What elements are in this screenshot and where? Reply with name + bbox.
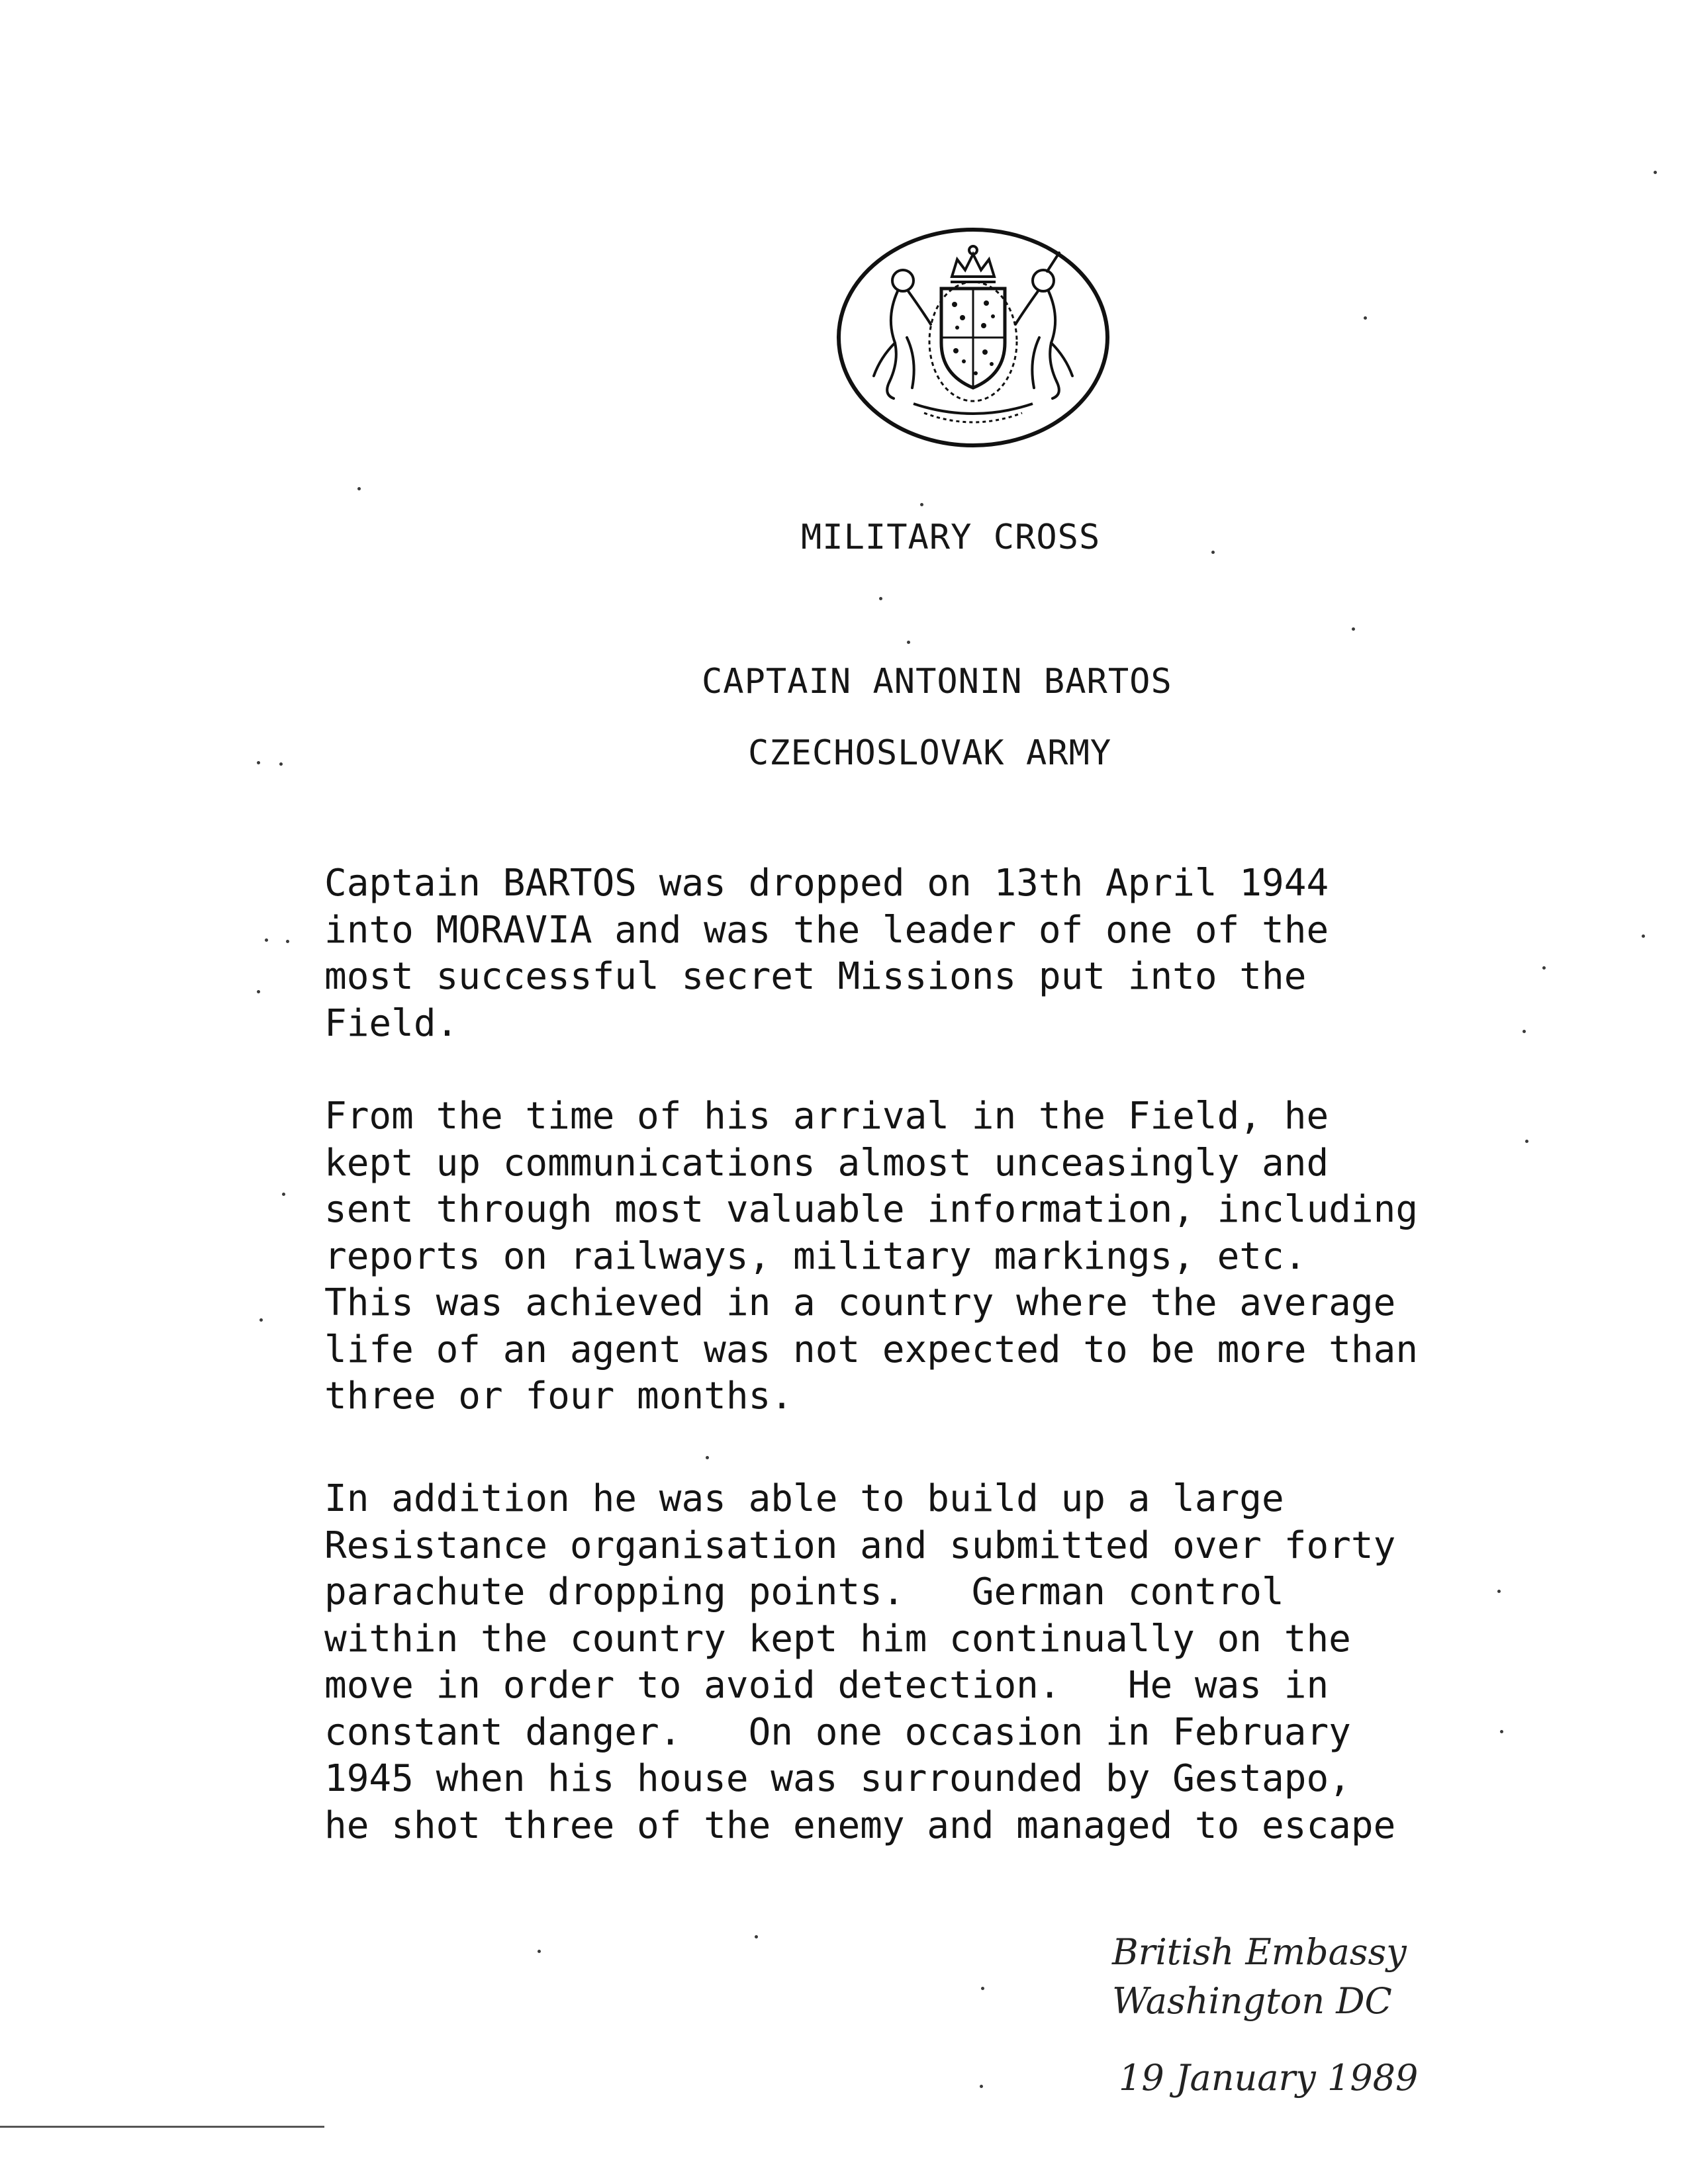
paragraph-line: Field. [324,1001,459,1045]
scan-speck [257,761,260,764]
issuer-city: Washington DC [1112,1980,1392,2022]
paragraph-line: Resistance organisation and submitted over forty [324,1524,1396,1567]
scan-speck [279,762,283,766]
paragraph-line: most successful secret Missions put into the [324,955,1307,998]
scan-speck [755,1935,758,1938]
footer-divider [0,2126,324,2128]
citation-paragraph-1 [324,860,1329,1047]
scan-speck [286,940,289,943]
paragraph-line: move in order to avoid detection. He was in [324,1664,1329,1707]
scan-speck [265,938,268,942]
scan-speck [1654,171,1657,174]
citation-paragraph-3 [324,1476,1395,1849]
scan-speck [980,2085,983,2088]
paragraph-line: From the time of his arrival in the Field, he [324,1095,1329,1138]
paragraph-line: constant danger. On one occasion in February [324,1710,1351,1754]
paragraph-line: Captain BARTOS was dropped on 13th April 1944 [324,862,1329,905]
scan-speck [981,1987,984,1990]
paragraph-line: into MORAVIA and was the leader of one of the [324,908,1329,952]
scan-speck [1364,316,1367,320]
scan-speck [1352,627,1355,631]
paragraph-line: sent through most valuable information, including [324,1188,1419,1231]
scan-speck [907,641,910,644]
paragraph-line: parachute dropping points. German control [324,1570,1284,1614]
issue-date: 19 January 1989 [1119,2057,1419,2099]
recipient-name: CAPTAIN ANTONIN BARTOS [702,662,1172,702]
scan-speck [1497,1590,1501,1593]
paragraph-line: 1945 when his house was surrounded by Gestapo, [324,1757,1351,1800]
scan-speck [259,1318,263,1322]
scan-speck [538,1950,541,1953]
paragraph-line: reports on railways, military markings, etc. [324,1234,1307,1278]
paragraph-line: within the country kept him continually on the [324,1617,1351,1661]
document-title: MILITARY CROSS [801,518,1101,557]
citation-paragraph-2 [324,1093,1418,1420]
paragraph-line: This was achieved in a country where the average [324,1281,1396,1324]
scan-speck [879,597,882,600]
recipient-army: CZECHOSLOVAK ARMY [748,733,1112,773]
scan-speck [920,503,923,506]
scan-speck [1523,1030,1526,1033]
paragraph-line: life of an agent was not expected to be more than [324,1328,1419,1371]
scan-speck [1542,966,1546,970]
scan-speck [1500,1730,1503,1733]
paragraph-line: three or four months. [324,1375,794,1418]
paragraph-line: kept up communications almost unceasingly and [324,1141,1329,1185]
paragraph-line: he shot three of the enemy and managed to escape [324,1803,1396,1847]
scan-speck [1525,1140,1528,1143]
scan-speck [282,1193,285,1196]
royal-coat-of-arms-icon [834,225,1112,450]
paragraph-line: In addition he was able to build up a large [324,1477,1284,1520]
scan-speck [357,487,361,490]
scan-speck [257,990,260,993]
issuer-embassy: British Embassy [1112,1931,1407,1973]
scan-speck [1211,551,1215,554]
scan-speck [706,1456,709,1459]
scan-speck [1642,934,1645,938]
